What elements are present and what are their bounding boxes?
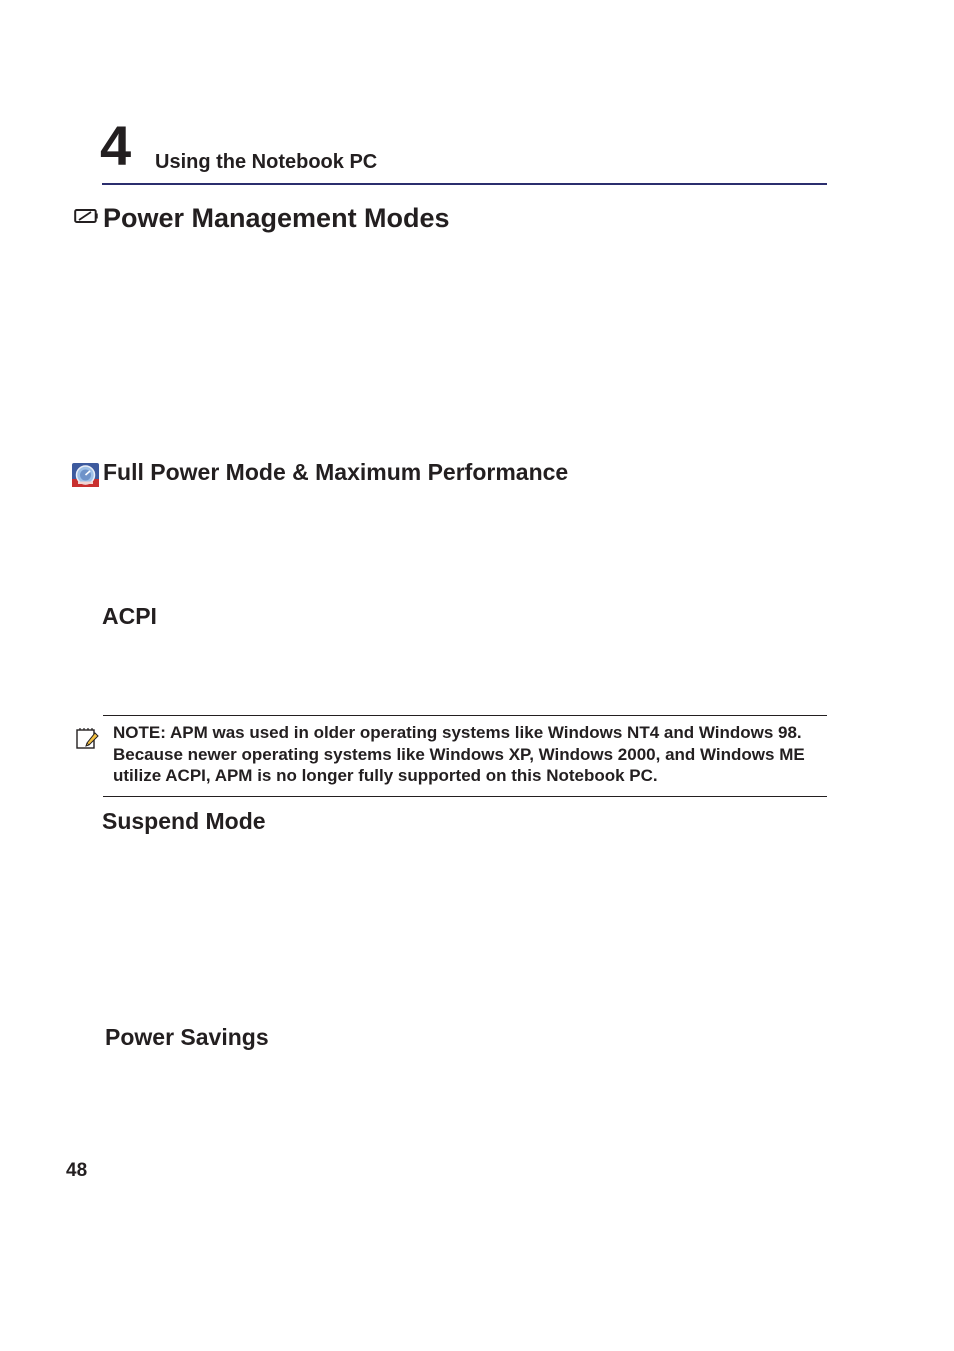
note-bottom-rule xyxy=(103,796,827,797)
note-text: NOTE: APM was used in older operating systems like Windows NT4 and Windows 98. Because newer operating systems like Windows XP, Windows 2000, and Windows ME utilize ACPI, APM is no longer fully supported on this Notebook PC. xyxy=(113,723,805,785)
chapter-title: Using the Notebook PC xyxy=(155,151,378,173)
page-number: 48 xyxy=(66,1160,88,1181)
notepad-pencil-icon xyxy=(75,727,99,751)
power-gauge-icon xyxy=(72,463,99,487)
note-top-rule xyxy=(103,715,827,716)
subsection-title: Full Power Mode & Maximum Performance xyxy=(103,459,569,485)
suspend-mode-heading: Suspend Mode xyxy=(102,808,266,834)
section-title: Power Management Modes xyxy=(103,203,450,233)
header-rule xyxy=(102,183,827,185)
power-savings-heading: Power Savings xyxy=(105,1024,269,1050)
battery-icon xyxy=(74,208,98,224)
chapter-number: 4 xyxy=(100,114,132,177)
acpi-heading: ACPI xyxy=(102,603,157,629)
